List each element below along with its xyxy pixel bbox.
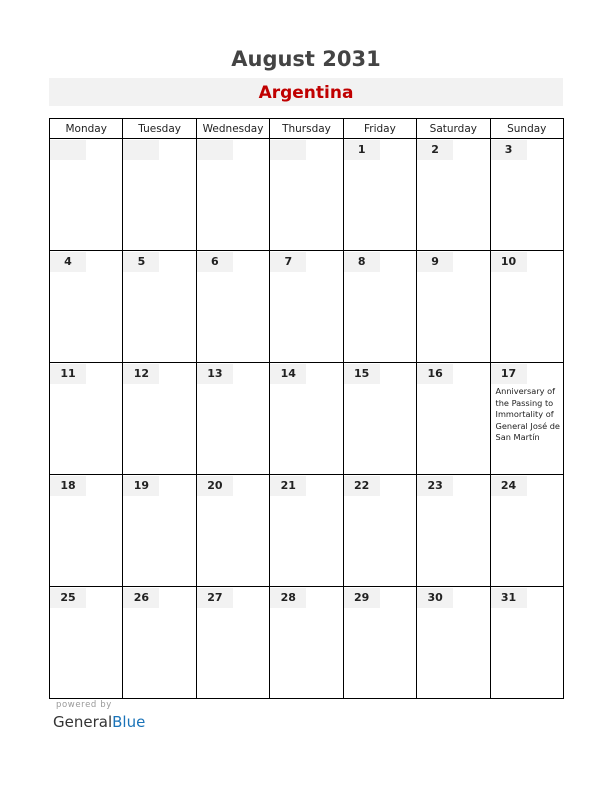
day-number: 4 xyxy=(64,255,72,268)
day-number-box xyxy=(197,364,233,384)
country-name: Argentina xyxy=(258,83,354,103)
day-number-box xyxy=(270,140,306,160)
day-number: 7 xyxy=(284,255,293,268)
day-cell xyxy=(270,475,343,587)
day-number-box xyxy=(270,476,306,496)
day-number-box xyxy=(270,252,306,272)
day-number: 3 xyxy=(504,143,513,156)
week-row xyxy=(50,587,564,699)
day-number: 21 xyxy=(280,479,296,492)
week-row xyxy=(50,251,564,363)
day-number: 19 xyxy=(133,479,150,492)
weekday-header-row xyxy=(50,119,564,139)
day-number: 18 xyxy=(60,479,76,492)
day-number-box xyxy=(197,140,233,160)
day-cell xyxy=(123,251,196,363)
day-number: 29 xyxy=(354,591,370,604)
day-number-box xyxy=(50,140,86,160)
day-number: 12 xyxy=(133,367,150,380)
day-cell xyxy=(343,587,416,699)
weekday-wednesday: Wednesday xyxy=(196,119,269,139)
weekday-tuesday: Tuesday xyxy=(123,119,196,139)
day-number: 9 xyxy=(431,255,439,268)
calendar-grid xyxy=(49,118,564,699)
day-number: 5 xyxy=(137,255,146,268)
day-number: 6 xyxy=(211,255,219,268)
day-number-box xyxy=(270,588,306,608)
day-cell xyxy=(490,363,563,475)
day-cell xyxy=(270,587,343,699)
day-number-box xyxy=(344,252,380,272)
day-cell xyxy=(196,139,269,251)
day-number: 8 xyxy=(357,255,366,268)
day-cell xyxy=(50,139,123,251)
weekday-friday: Friday xyxy=(343,119,416,139)
day-number: 10 xyxy=(500,255,517,268)
day-number-box xyxy=(123,140,159,160)
day-cell xyxy=(123,139,196,251)
day-number-box xyxy=(417,140,453,160)
day-cell xyxy=(343,139,416,251)
day-number: 24 xyxy=(500,479,517,492)
day-number-box xyxy=(491,588,527,608)
day-number: 28 xyxy=(280,591,296,604)
day-number: 11 xyxy=(60,367,76,380)
day-number-box xyxy=(270,364,306,384)
day-number-box xyxy=(417,476,453,496)
day-number: 20 xyxy=(207,479,223,492)
day-number-box xyxy=(123,364,159,384)
generalblue-logo[interactable] xyxy=(53,713,145,731)
day-number-box xyxy=(197,252,233,272)
day-cell xyxy=(196,587,269,699)
day-cell xyxy=(490,139,563,251)
day-number-box xyxy=(417,588,453,608)
powered-by-text: powered by xyxy=(56,700,112,710)
day-cell xyxy=(343,251,416,363)
day-cell xyxy=(490,251,563,363)
day-number-box xyxy=(344,140,380,160)
day-number: 14 xyxy=(280,367,296,380)
day-number-box xyxy=(50,364,86,384)
day-cell xyxy=(343,475,416,587)
week-row xyxy=(50,139,564,251)
week-row xyxy=(50,475,564,587)
day-cell xyxy=(417,363,490,475)
day-number-box xyxy=(417,252,453,272)
brand-blue-text: Blue xyxy=(112,713,146,731)
day-cell xyxy=(196,475,269,587)
day-cell xyxy=(50,251,123,363)
day-number-box xyxy=(50,588,86,608)
day-cell xyxy=(123,475,196,587)
day-number-box xyxy=(344,364,380,384)
day-number-box xyxy=(123,476,159,496)
day-number: 23 xyxy=(427,479,443,492)
day-number-box xyxy=(344,588,380,608)
day-number: 25 xyxy=(60,591,76,604)
day-cell xyxy=(270,251,343,363)
month-title: August 2031 xyxy=(231,47,381,71)
day-cell xyxy=(417,475,490,587)
holiday-label: Anniversary of the Passing to Immortality of General José de San Martín xyxy=(495,386,560,442)
day-cell xyxy=(490,475,563,587)
day-number-box xyxy=(491,476,527,496)
day-number-box xyxy=(123,588,159,608)
day-cell xyxy=(270,363,343,475)
day-number-box xyxy=(491,140,527,160)
day-cell xyxy=(417,251,490,363)
day-cell xyxy=(196,363,269,475)
day-cell xyxy=(50,475,123,587)
day-cell xyxy=(343,363,416,475)
day-number-box xyxy=(197,476,233,496)
day-number: 17 xyxy=(500,367,517,380)
day-number: 26 xyxy=(133,591,150,604)
day-number: 27 xyxy=(207,591,223,604)
day-number: 1 xyxy=(357,143,366,156)
day-cell xyxy=(123,587,196,699)
day-number-box xyxy=(417,364,453,384)
day-cell xyxy=(417,587,490,699)
country-banner xyxy=(49,78,563,106)
day-cell xyxy=(270,139,343,251)
day-cell xyxy=(123,363,196,475)
day-number-box xyxy=(50,476,86,496)
day-number: 15 xyxy=(354,367,370,380)
day-cell xyxy=(417,139,490,251)
weekday-sunday: Sunday xyxy=(490,119,563,139)
day-number-box xyxy=(491,252,527,272)
day-cell xyxy=(50,587,123,699)
day-number-box xyxy=(50,252,86,272)
day-number: 30 xyxy=(427,591,443,604)
day-cell xyxy=(490,587,563,699)
day-number: 13 xyxy=(207,367,223,380)
day-number-box xyxy=(491,364,527,384)
day-number-box xyxy=(123,252,159,272)
weekday-saturday: Saturday xyxy=(417,119,490,139)
weekday-thursday: Thursday xyxy=(270,119,343,139)
day-number: 2 xyxy=(431,143,439,156)
week-row xyxy=(50,363,564,475)
day-cell xyxy=(50,363,123,475)
brand-general-text: General xyxy=(53,713,113,731)
day-number-box xyxy=(197,588,233,608)
day-cell xyxy=(196,251,269,363)
weekday-monday: Monday xyxy=(50,119,123,139)
day-number-box xyxy=(344,476,380,496)
day-number: 31 xyxy=(500,591,517,604)
day-number: 22 xyxy=(354,479,370,492)
day-number: 16 xyxy=(427,367,443,380)
